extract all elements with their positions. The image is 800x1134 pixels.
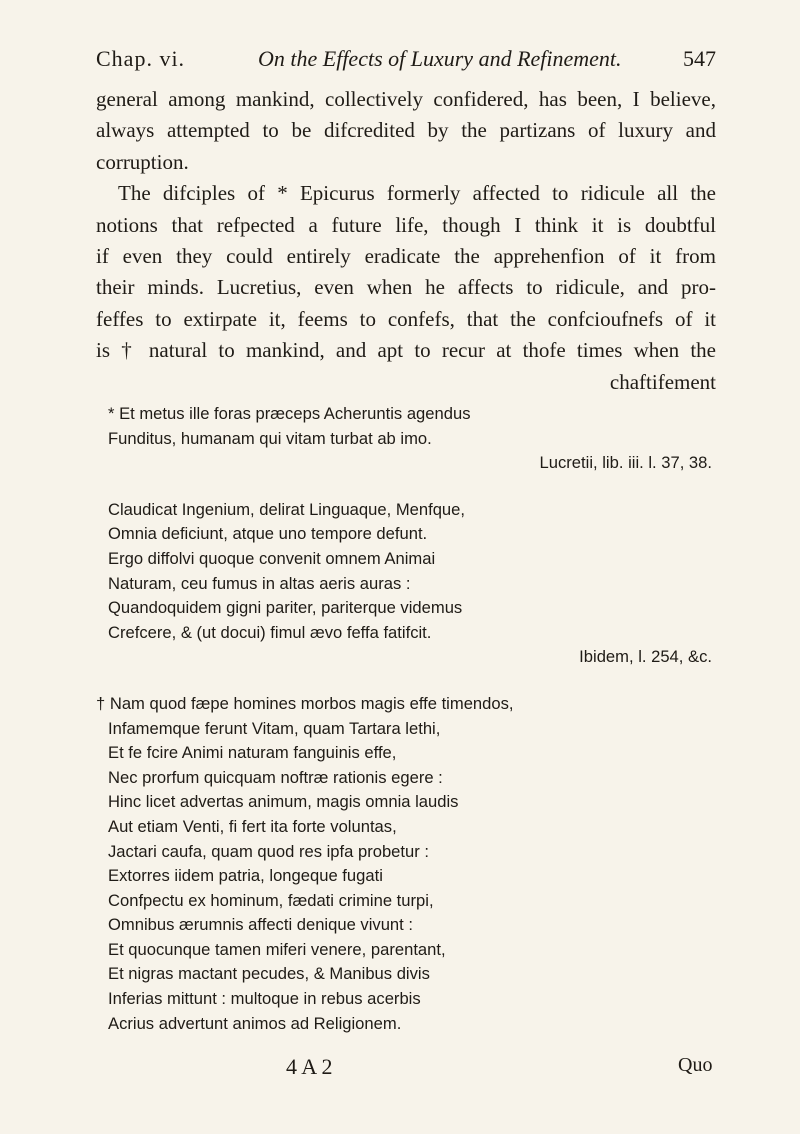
text-line: is † natural to mankind, and apt to recur at thofe times when the (96, 338, 716, 363)
footnote-line: Nec prorfum quicquam noftræ rationis egere : (108, 767, 443, 787)
catchword: Quo (678, 1054, 713, 1076)
text-line: corruption. (96, 149, 189, 174)
running-header (96, 40, 716, 80)
footnote-line: Claudicat Ingenium, delirat Linguaque, Menfque, (108, 499, 466, 519)
footnote-line: Inferias mittunt : multoque in rebus acerbis (108, 989, 421, 1009)
text-line: their minds. Lucretius, even when he affects to ridicule, and pro- (96, 275, 716, 300)
footnotes (96, 402, 716, 1036)
footnote-line: Et fe fcire Animi naturam fanguinis effe, (108, 743, 397, 763)
footnote-line: Crefcere, & (ut docui) fimul ævo feffa fatifcit. (108, 622, 432, 642)
text-line: always attempted to be difcredited by the partizans of luxury and (96, 118, 716, 143)
footnote-line: Naturam, ceu fumus in altas aeris auras : (108, 573, 411, 593)
text-line: The difciples of * Epicurus formerly affected to ridicule all the (118, 181, 716, 206)
footnote-line: Hinc licet advertas animum, magis omnia laudis (108, 792, 459, 812)
main-text (96, 84, 716, 398)
footnote-line: Ergo diffolvi quoque convenit omnem Animai (108, 548, 436, 568)
footnote-line: Et quocunque tamen miferi venere, parentant, (108, 939, 446, 959)
signature-mark: 4 A 2 (286, 1054, 333, 1079)
footnote-line: Omnibus ærumnis affecti denique vivunt : (108, 915, 413, 935)
footnote-line: Confpectu ex hominum, fædati crimine turpi, (108, 890, 434, 910)
footnote-line: Aut etiam Venti, fi fert ita forte voluntas, (108, 816, 397, 836)
footnote-line: Funditus, humanam qui vitam turbat ab imo. (108, 428, 432, 448)
footnote-line: Extorres iidem patria, longeque fugati (108, 866, 383, 886)
text-line: feffes to extirpate it, feems to confefs, that the confcioufnefs of it (96, 306, 716, 331)
footnote-line: Et nigras mactant pecudes, & Manibus divis (108, 964, 430, 984)
chapter-label: Chap. vi. (96, 46, 186, 71)
text-line: notions that refpected a future life, though I think it is doubtful (96, 212, 716, 237)
footnote-citation: Ibidem, l. 254, &c. (579, 647, 712, 667)
footnote-line: * Et metus ille foras præceps Acheruntis agendus (108, 404, 471, 423)
text-line: if even they could entirely eradicate the apprehenfion of it from (96, 243, 716, 268)
footnote-line: Omnia deficiunt, atque uno tempore defunt. (108, 524, 428, 544)
text-line: general among mankind, collectively confidered, has been, I believe, (96, 87, 716, 111)
footnote-line: Acrius advertunt animos ad Religionem. (108, 1013, 402, 1033)
footnote-line: † Nam quod fæpe homines morbos magis effe timendos, (96, 693, 514, 713)
footnote-line: Infamemque ferunt Vitam, quam Tartara lethi, (108, 718, 441, 738)
text-line: chaftifement (609, 369, 716, 394)
running-title: On the Effects of Luxury and Refinement. (258, 46, 622, 71)
page-number: 547 (683, 46, 716, 71)
footnote-citation: Lucretii, lib. iii. l. 37, 38. (539, 453, 712, 473)
footnote-line: Jactari caufa, quam quod res ipfa probetur : (108, 841, 429, 861)
footnote-line: Quandoquidem gigni pariter, pariterque videmus (108, 598, 463, 618)
